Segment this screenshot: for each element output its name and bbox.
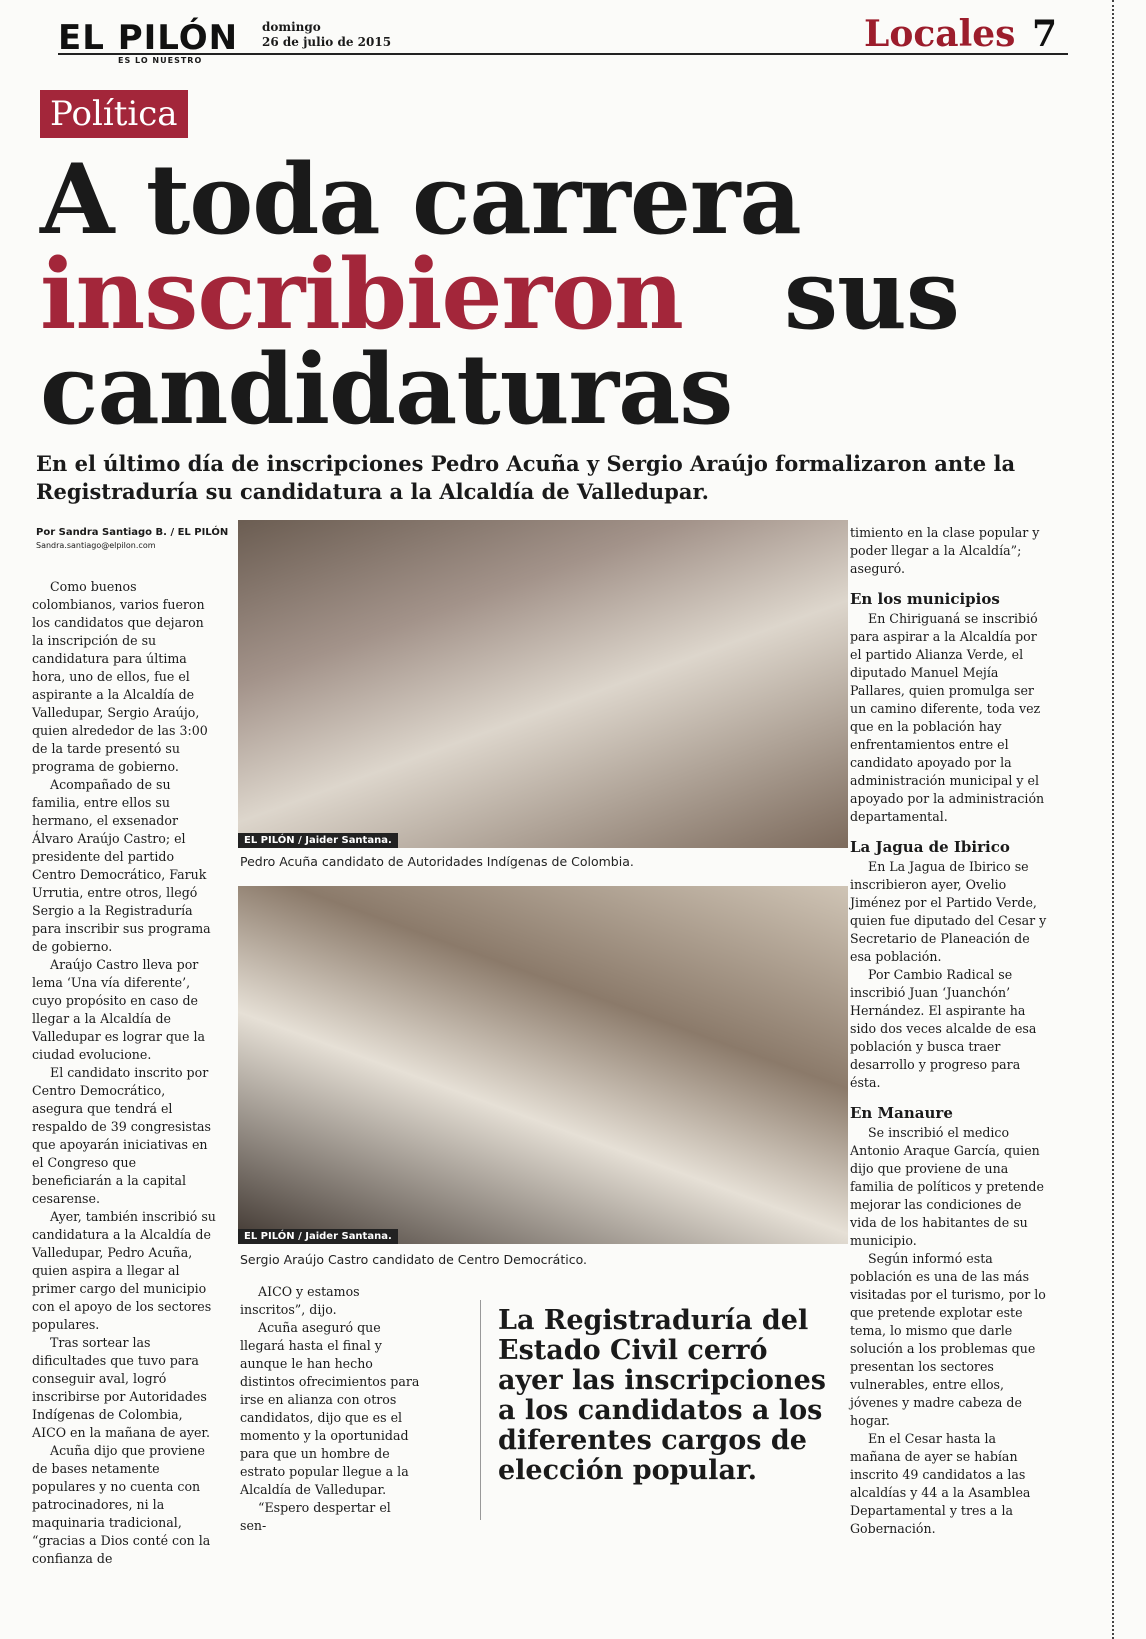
photo-pedro-acuna	[238, 520, 848, 848]
kicker-label: Política	[40, 90, 188, 138]
paragraph: En Chiriguaná se inscribió para aspirar a la Alcaldía por el partido Alianza Verde, el diputado Manuel Mejía Pallares, quien promulga ser un camino diferente, toda vez que en la población hay enfrentamientos entre el candidato apoyado por la administración municipal y el apoyado por la administración departamental.	[850, 611, 1045, 824]
paragraph: En el Cesar hasta la mañana de ayer se habían inscrito 49 candidatos a las alcaldías y 44 a la Asamblea Departamental y tres a la Gobernación.	[850, 1431, 1031, 1536]
photo-credit: EL PILÓN / Jaider Santana.	[238, 833, 398, 848]
pull-quote: La Registraduría del Estado Civil cerró ayer las inscripciones a los candidatos a los diferentes cargos de elección popular.	[498, 1305, 826, 1486]
issue-weekday: domingo	[262, 20, 321, 34]
photo-credit: EL PILÓN / Jaider Santana.	[238, 1229, 398, 1244]
headline-line-2-rest: sus	[784, 238, 959, 351]
article-column-3	[850, 524, 1050, 1538]
photo-sergio-araujo	[238, 886, 848, 1244]
paragraph: Tras sortear las dificultades que tuvo para conseguir aval, logró inscribirse por Autoridades Indígenas de Colombia, AICO en la mañana de ayer.	[32, 1335, 211, 1440]
headline-line-1: A toda carrera	[40, 143, 801, 256]
newspaper-slogan: ES LO NUESTRO	[118, 56, 203, 65]
headline-line-3: candidaturas	[40, 333, 733, 446]
paragraph: Ayer, también inscribió su candidatura a la Alcaldía de Valledupar, Pedro Acuña, quien aspira a llegar al primer cargo del municipio con el apoyo de los sectores populares.	[32, 1209, 216, 1332]
paragraph: Por Cambio Radical se inscribió Juan ‘Juanchón’ Hernández. El aspirante ha sido dos veces alcalde de esa población y busca traer desarrollo y progreso para ésta.	[850, 967, 1037, 1090]
headline-accent-word: inscribieron	[40, 238, 683, 351]
byline: Por Sandra Santiago B. / EL PILÓN	[36, 527, 229, 538]
paragraph: En La Jagua de Ibirico se inscribieron ayer, Ovelio Jiménez por el Partido Verde, quien fue diputado del Cesar y Secretario de Planeación de esa población.	[850, 859, 1047, 964]
page-edge-perforation	[1112, 0, 1114, 1639]
paragraph: Como buenos colombianos, varios fueron los candidatos que dejaron la inscripción de su candidatura para última hora, uno de ellos, fue el aspirante a la Alcaldía de Valledupar, Sergio Araújo, quien alrededor de las 3:00 de la tarde presentó su programa de gobierno.	[32, 579, 208, 774]
paragraph: Se inscribió el medico Antonio Araque García, quien dijo que proviene de una familia de políticos y pretende mejorar las condiciones de vida de los habitantes de su municipio.	[850, 1125, 1044, 1248]
author-email: Sandra.santiago@elpilon.com	[36, 541, 156, 550]
pull-quote-rule	[480, 1300, 481, 1520]
photo-caption: Pedro Acuña candidato de Autoridades Indígenas de Colombia.	[240, 854, 634, 869]
newspaper-logo: EL PILÓN	[58, 18, 239, 58]
paragraph: AICO y estamos inscritos”, dijo.	[240, 1284, 360, 1317]
paragraph: Acompañado de su familia, entre ellos su hermano, el exsenador Álvaro Araújo Castro; el presidente del partido Centro Democrático, Faruk Urrutia, entre otros, llegó Sergio a la Registraduría para inscribir sus programa de gobierno.	[32, 777, 211, 954]
subhead-municipios: En los municipios	[850, 590, 1000, 608]
page-number: 7	[1032, 13, 1058, 55]
photo-caption: Sergio Araújo Castro candidato de Centro Democrático.	[240, 1252, 587, 1267]
paragraph: Según informó esta población es una de las más visitadas por el turismo, por lo que pretende explotar este tema, lo mismo que darle solución a los problemas que presentan los sectores vulnerables, entre ellos, jóvenes y madre cabeza de hogar.	[850, 1251, 1046, 1428]
article-column-1	[32, 578, 218, 1568]
paragraph: El candidato inscrito por Centro Democrático, asegura que tendrá el respaldo de 39 congresistas que apoyarán iniciativas en el Congreso que beneficiarán a la capital cesarense.	[32, 1065, 211, 1206]
paragraph: Acuña dijo que proviene de bases netamente populares y no cuenta con patrocinadores, ni la maquinaria tradicional, “gracias a Dios conté con la confianza de	[32, 1443, 211, 1566]
section-name: Locales	[864, 13, 1016, 55]
paragraph: Araújo Castro lleva por lema ‘Una vía diferente’, cuyo propósito en caso de llegar a la Alcaldía de Valledupar es lograr que la ciudad evolucione.	[32, 957, 206, 1062]
issue-date: 26 de julio de 2015	[262, 35, 392, 49]
paragraph: Acuña aseguró que llegará hasta el final y aunque le han hecho distintos ofrecimientos para irse en alianza con otros candidatos, dijo que es el momento y la oportunidad para que un hombre de estrato popular llegue a la Alcaldía de Valledupar.	[240, 1320, 420, 1497]
article-column-2	[240, 1283, 420, 1535]
paragraph: “Espero despertar el sen-	[240, 1500, 391, 1533]
subhead-la-jagua: La Jagua de Ibirico	[850, 838, 1010, 856]
paragraph: timiento en la clase popular y poder llegar a la Alcaldía”; aseguró.	[850, 525, 1040, 576]
subhead-manaure: En Manaure	[850, 1104, 953, 1122]
article-deck: En el último día de inscripciones Pedro Acuña y Sergio Araújo formalizaron ante la Registraduría su candidatura a la Alcaldía de Valledupar.	[36, 451, 1016, 504]
